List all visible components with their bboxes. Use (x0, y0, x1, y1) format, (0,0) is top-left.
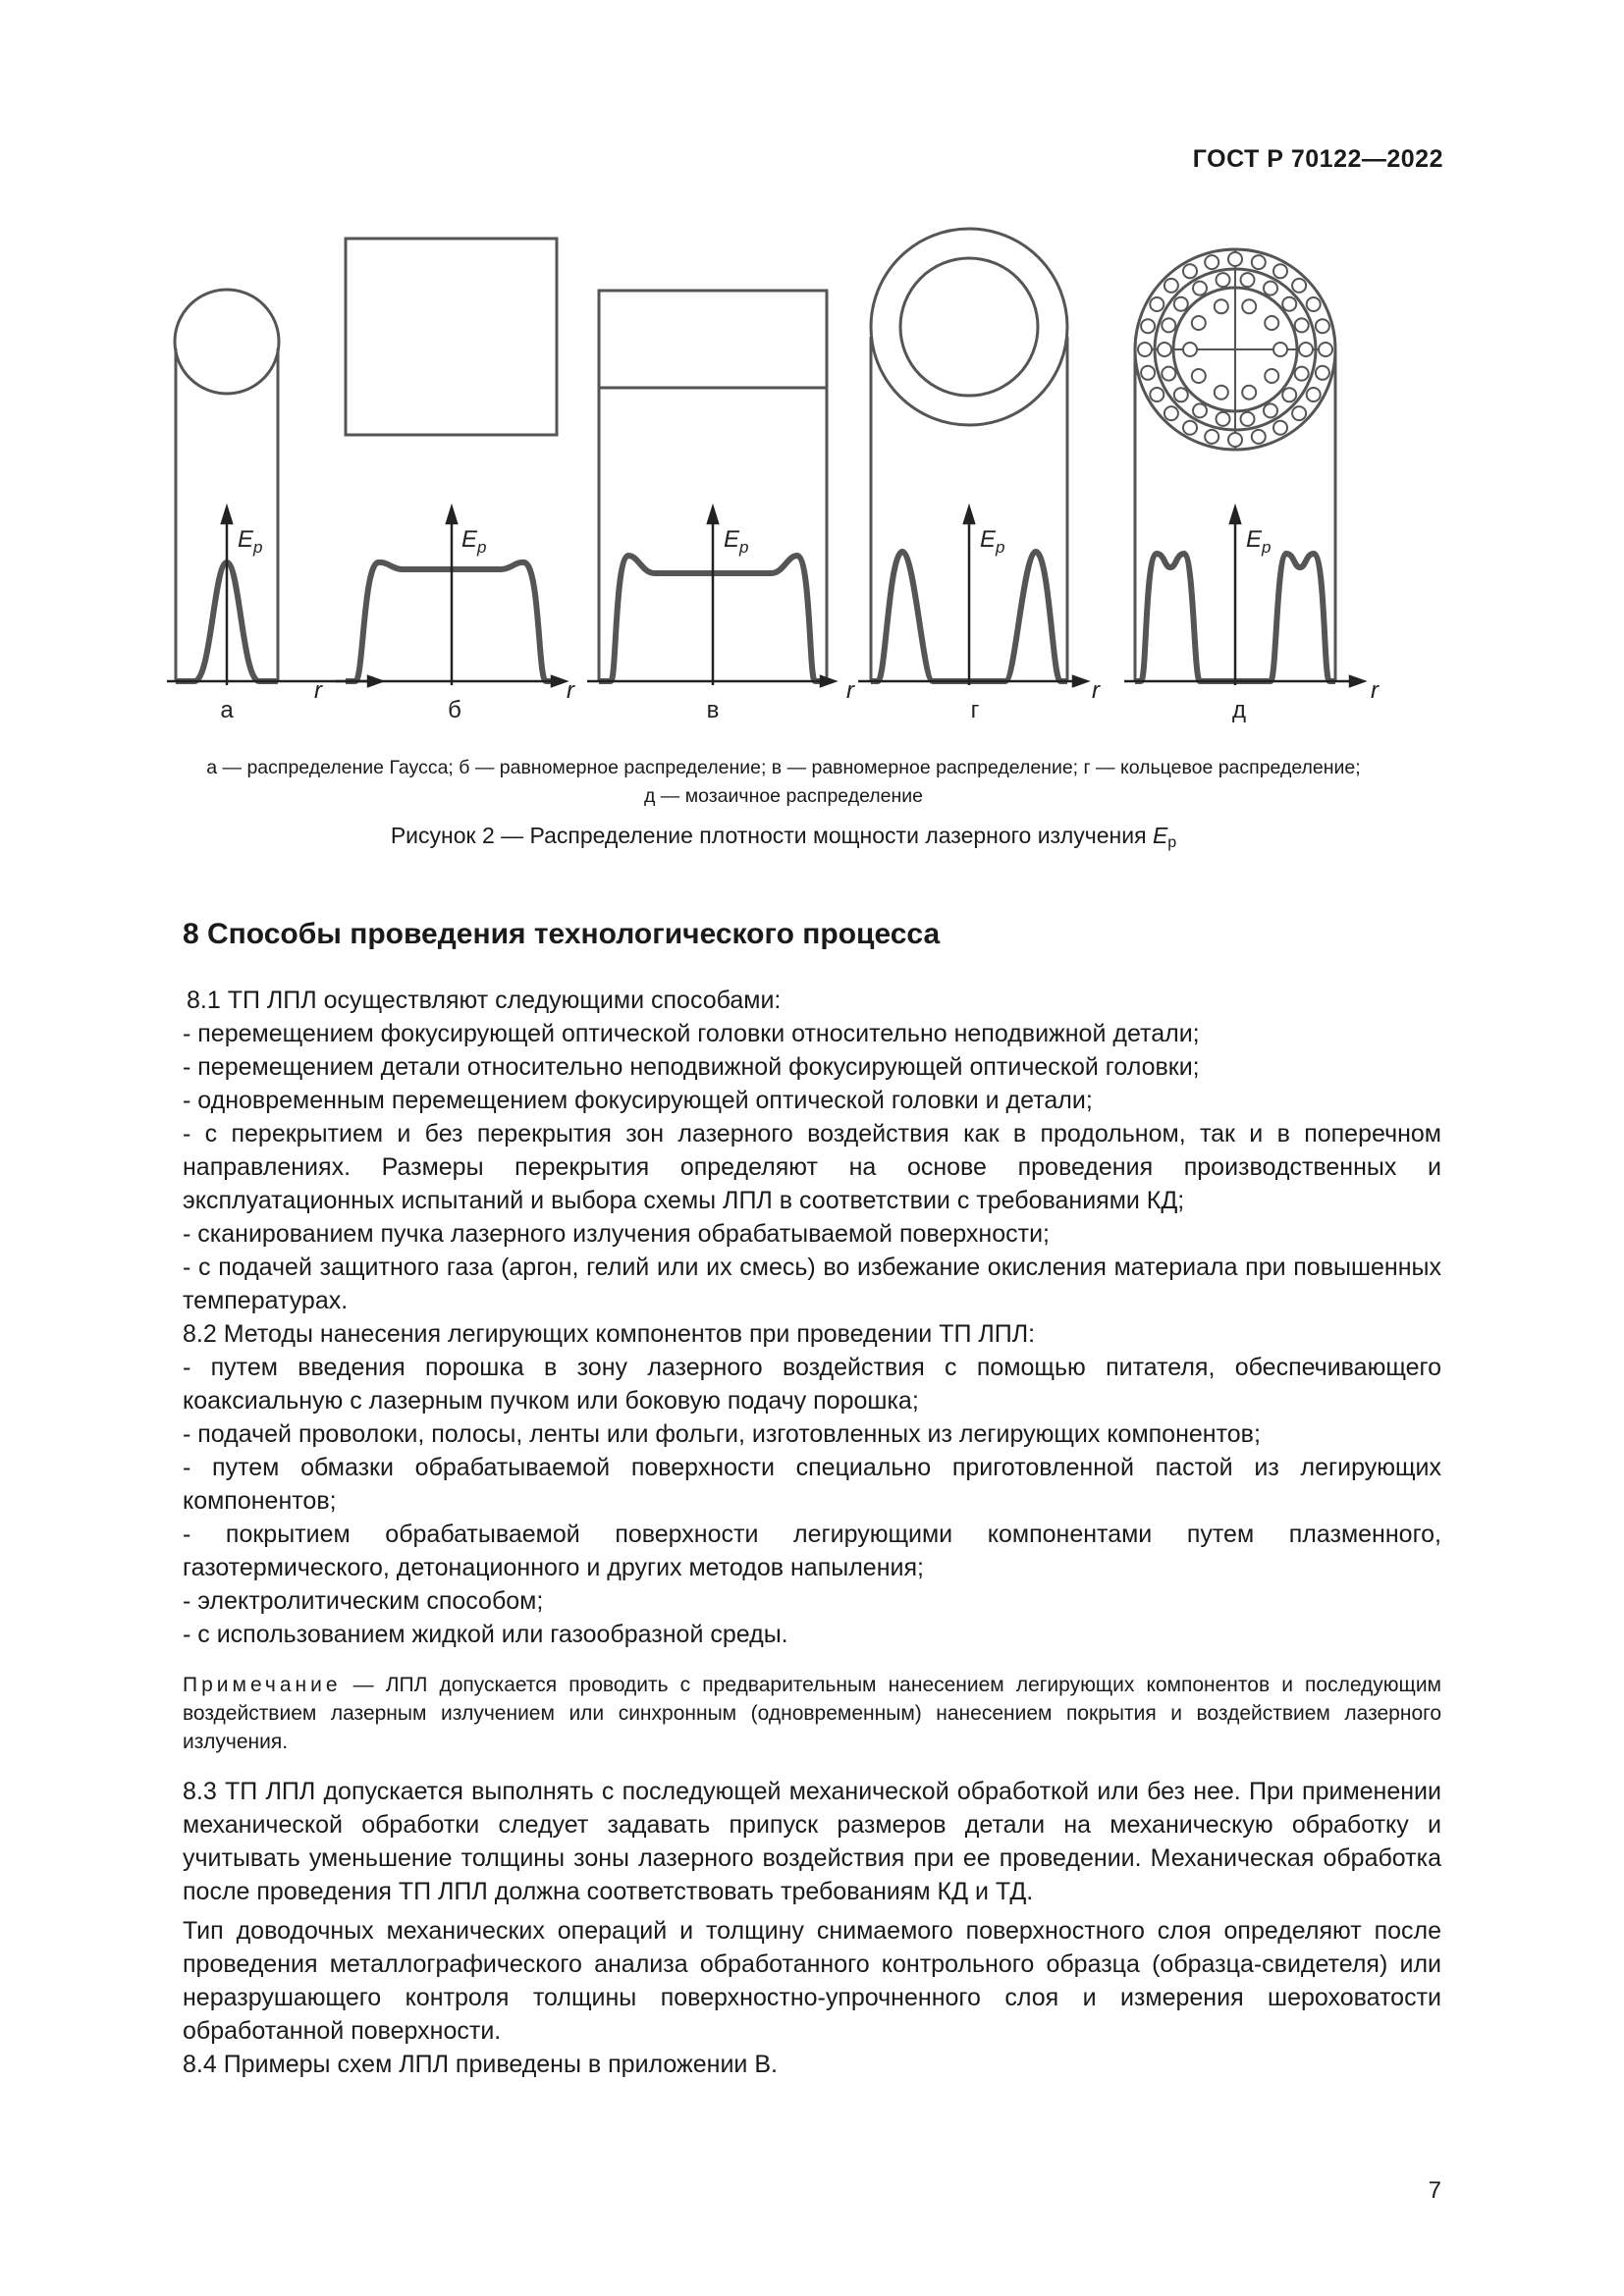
list-item: - с перекрытием и без перекрытия зон лазерного воздействия как в продольном, так и в поперечном направлениях. Размеры перекрытия определяют на основе проведения производственных и эксплуатационных испытаний и выбора схемы ЛПЛ в соответствии с требованиями КД; (183, 1120, 1441, 1214)
mosaic-spot (1252, 255, 1266, 269)
mosaic-spot (1295, 318, 1309, 332)
power-density-figure (167, 224, 1404, 734)
mosaic-spot (1316, 366, 1329, 380)
mosaic-spot (1299, 343, 1313, 356)
panel-label-v: в (706, 697, 720, 723)
list-item: - сканированием пучка лазерного излучения обрабатываемой поверхности; (183, 1220, 1050, 1248)
mosaic-spot (1183, 264, 1197, 278)
mosaic-spot (1307, 297, 1321, 311)
list-item: - с использованием жидкой или газообразной среды. (183, 1621, 788, 1648)
mosaic-spot (1292, 406, 1306, 420)
mosaic-spot (1292, 279, 1306, 293)
mosaic-spot (1141, 366, 1155, 380)
mosaic-spot (1265, 369, 1278, 383)
mosaic-spot (1273, 421, 1287, 435)
list-item: - одновременным перемещением фокусирующей оптической головки и детали; (183, 1087, 1093, 1114)
mosaic-spot (1217, 273, 1230, 287)
note (183, 1671, 1441, 1756)
mosaic-spot (1215, 386, 1228, 400)
mosaic-spot (1174, 297, 1188, 311)
mosaic-spot (1162, 318, 1175, 332)
mosaic-spot (1193, 403, 1207, 417)
list-item: - с подачей защитного газа (аргон, гелий или их смесь) во избежание окисления материала при повышенных температурах. (183, 1254, 1441, 1314)
panel-label-b: б (448, 697, 461, 723)
mosaic-spot (1193, 282, 1207, 295)
mosaic-spot (1295, 367, 1309, 381)
mosaic-spot (1252, 430, 1266, 444)
mosaic-spot (1205, 255, 1218, 269)
mosaic-spot (1164, 279, 1178, 293)
figure-title: Рисунок 2 — Распределение плотности мощности лазерного излучения $E_р$ (390, 823, 1177, 851)
mosaic-spot (1282, 297, 1296, 311)
axes-a (167, 507, 382, 686)
paragraph: 8.4 Примеры схем ЛПЛ приведены в приложении В. (183, 2051, 778, 2078)
mosaic-spot (1164, 406, 1178, 420)
axis-label-y-b: $E_р$ (461, 526, 487, 557)
axis-label-y-d: $E_р$ (1246, 526, 1272, 557)
mosaic-spot (1228, 252, 1242, 266)
mosaic-spot (1241, 412, 1255, 426)
mosaic-spot (1241, 273, 1255, 287)
mosaic-spot (1141, 319, 1155, 333)
axis-label-x-g: r (1092, 677, 1100, 704)
list-item: - подачей проволоки, полосы, ленты или фольги, изготовленных из легирующих компонентов; (183, 1420, 1261, 1448)
axis-label-y-v: $E_р$ (724, 526, 749, 557)
mosaic-spot (1242, 386, 1256, 400)
axis-label-x-d: r (1371, 677, 1379, 704)
figure-legend-line-1: а — распределение Гаусса; б — равномерное распределение; в — равномерное распределение; г — кольцевое распределение; (206, 757, 1361, 778)
mosaic-spot (1192, 316, 1206, 330)
mosaic-spot (1158, 343, 1171, 356)
panel-label-d: д (1231, 697, 1247, 723)
mosaic-spot (1205, 430, 1218, 444)
paragraph: 8.1 ТП ЛПЛ осуществляют следующими способами: (187, 987, 782, 1014)
paragraph: 8.3 ТП ЛПЛ допускается выполнять с последующей механической обработкой или без нее. При применении механической обработки следует задавать припуск размеров детали на механическую обработку и учитывать уменьшение толщины зоны лазерного воздействия при ее проведении. Механическая обработка после проведения ТП ЛПЛ должна соответствовать требованиям КД и ТД. (183, 1778, 1441, 1905)
list-item: - электролитическим способом; (183, 1587, 544, 1615)
mosaic-spot (1162, 367, 1175, 381)
mosaic-spot (1150, 297, 1164, 311)
mosaic-spot (1242, 299, 1256, 313)
list-item: - путем введения порошка в зону лазерного воздействия с помощью питателя, обеспечивающего коаксиальную с лазерным пучком или боковую подачу порошка; (183, 1354, 1441, 1415)
axis-label-x-b: r (567, 677, 574, 704)
note-label: Примечание (183, 1674, 342, 1696)
axis-label-y-g: $E_р$ (980, 526, 1005, 557)
mosaic-spot (1192, 369, 1206, 383)
mosaic-spot (1265, 316, 1278, 330)
list-item: - путем обмазки обрабатываемой поверхности специально приготовленной пастой из легирующих компонентов; (183, 1454, 1441, 1515)
mosaic-spot (1316, 319, 1329, 333)
mosaic-spot (1215, 299, 1228, 313)
mosaic-spot (1150, 388, 1164, 401)
document-header: ГОСТ Р 70122—2022 (1192, 145, 1443, 173)
mosaic-spot (1217, 412, 1230, 426)
mosaic-spot (1319, 343, 1332, 356)
paragraph: Тип доводочных механических операций и толщину снимаемого поверхностного слоя определяют после проведения металлографического анализа обработанного контрольного образца (образца-свидетеля) или неразрушающего контроля толщины поверхностно-упрочненного слоя и измерения шероховатости обработанной поверхности. (183, 1917, 1441, 2045)
mosaic-spot (1307, 388, 1321, 401)
panel-label-g: г (970, 697, 980, 723)
list-item: - покрытием обрабатываемой поверхности легирующими компонентами путем плазменного, газотермического, детонационного и других методов напыления; (183, 1521, 1441, 1581)
axis-label-y-a: $E_р$ (238, 526, 263, 557)
mosaic-spot (1183, 343, 1197, 356)
mosaic-spot (1183, 421, 1197, 435)
figure-legend-line-2: д — мозаичное распределение (643, 785, 924, 807)
mosaic-spot (1282, 388, 1296, 401)
page-number: 7 (1428, 2177, 1441, 2204)
panel-label-a: а (220, 697, 234, 723)
mosaic-spot (1264, 282, 1277, 295)
mosaic-spot (1138, 343, 1152, 356)
section-body (183, 984, 1441, 1651)
mosaic-spot (1228, 433, 1242, 447)
axis-label-x-a: r (314, 677, 322, 704)
list-item: - перемещением фокусирующей оптической головки относительно неподвижной детали; (183, 1020, 1200, 1047)
axes-b (336, 507, 566, 686)
section-body-continued (183, 1775, 1441, 2081)
list-item: - перемещением детали относительно неподвижной фокусирующей оптической головки; (183, 1053, 1200, 1081)
mosaic-spot (1174, 388, 1188, 401)
axes-v (587, 507, 835, 686)
mosaic-spot (1273, 343, 1287, 356)
mosaic-spot (1264, 403, 1277, 417)
note-text: — ЛПЛ допускается проводить с предварительным нанесением легирующих компонентов и последующим воздействием лазерным излучением или синхронным (одновременным) нанесением покрытия и воздействием лазерного излучения. (183, 1674, 1441, 1753)
mosaic-spot (1273, 264, 1287, 278)
axis-label-x-v: r (846, 677, 854, 704)
paragraph: 8.2 Методы нанесения легирующих компонентов при проведении ТП ЛПЛ: (183, 1320, 1036, 1348)
section-heading: 8 Способы проведения технологического процесса (183, 918, 941, 950)
